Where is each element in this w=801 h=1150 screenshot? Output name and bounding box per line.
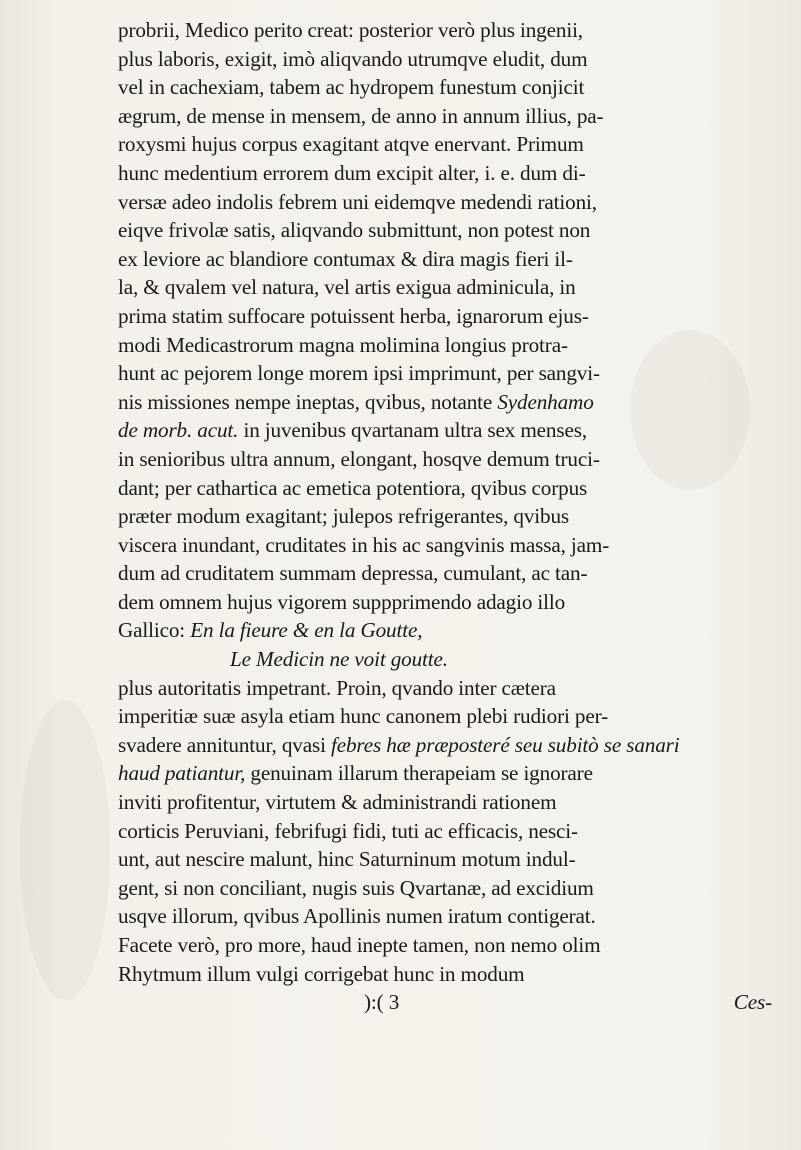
italic-phrase: haud patiantur, [118, 761, 246, 786]
text-line [118, 616, 786, 645]
text-line [118, 731, 786, 760]
text-line: præter modum exagitant; julepos refrigerantes, qvibus [118, 504, 569, 529]
text-line [118, 759, 786, 788]
text-line [118, 388, 786, 417]
text-line: dem omnem hujus vigorem suppprimendo adagio illo [118, 589, 566, 614]
text-line: roxysmi hujus corpus exagitant atqve enervant. Primum [118, 132, 584, 157]
text-line: eiqve frivolæ satis, aliqvando submittunt, non potest non [118, 218, 591, 243]
text-line: prima statim suffocare potuissent herba, ignarorum ejus- [118, 303, 589, 328]
page-text [118, 16, 786, 1017]
text-line: plus laboris, exigit, imò aliqvando utrumqve eludit, dum [118, 46, 588, 71]
text-line [118, 645, 786, 674]
text-line: versæ adeo indolis febrem uni eidemqve medendi rationi, [118, 189, 597, 214]
italic-citation: Sydenhamo [497, 389, 594, 414]
italic-phrase: febres hæ præposteré seu subitò se sanari [330, 732, 680, 757]
text-line: imperitiæ suæ asyla etiam hunc canonem plebi rudiori per- [118, 704, 608, 729]
proverb-line: En la fieure & en la Goutte, [190, 618, 423, 643]
text-span: nis missiones nempe ineptas, qvibus, notante [118, 389, 493, 414]
proverb-line: Le Medicin ne voit goutte. [230, 647, 448, 672]
text-line: hunc medentium errorem dum excipit alter, i. e. dum di- [118, 160, 586, 185]
text-span: svadere annituntur, qvasi [118, 732, 326, 757]
text-line: inviti profitentur, virtutem & administrandi rationem [118, 790, 557, 815]
text-line: la, & qvalem vel natura, vel artis exigua adminicula, in [118, 275, 576, 300]
text-line: viscera inundant, cruditates in his ac sangvinis massa, jam- [118, 532, 610, 557]
text-line: gent, si non conciliant, nugis suis Qvartanæ, ad excidium [118, 875, 594, 900]
text-line: Rhytmum illum vulgi corrigebat hunc in modum [118, 961, 525, 986]
text-line: dant; per cathartica ac emetica potentiora, qvibus corpus [118, 475, 588, 500]
page-footer [118, 988, 786, 1017]
text-line [118, 416, 786, 445]
text-line: in senioribus ultra annum, elongant, hosqve demum truci- [118, 446, 600, 471]
signature-mark: ):( 3 [364, 990, 400, 1015]
text-line: ex leviore ac blandiore contumax & dira magis fieri il- [118, 246, 573, 271]
text-span: in juvenibus qvartanam ultra sex menses, [238, 418, 587, 443]
text-line: probrii, Medico perito creat: posterior verò plus ingenii, [118, 18, 583, 42]
text-span: genuinam illarum therapeiam se ignorare [245, 761, 593, 786]
text-line: plus autoritatis impetrant. Proin, qvando inter cætera [118, 675, 556, 700]
text-line: hunt ac pejorem longe morem ipsi imprimunt, per sangvi- [118, 361, 600, 386]
paper-stain [20, 700, 110, 1000]
text-line: corticis Peruviani, febrifugi fidi, tuti ac efficacis, nesci- [118, 818, 578, 843]
italic-citation: de morb. acut. [118, 418, 239, 443]
text-line: ægrum, de mense in mensem, de anno in annum illius, pa- [118, 103, 604, 128]
text-line: dum ad cruditatem summam depressa, cumulant, ac tan- [118, 561, 588, 586]
text-line: unt, aut nescire malunt, hinc Saturninum motum indul- [118, 847, 576, 872]
text-line: modi Medicastrorum magna molimina longius protra- [118, 332, 568, 357]
text-line: Facete verò, pro more, haud inepte tamen, non nemo olim [118, 933, 601, 957]
catchword: Ces- [733, 990, 772, 1015]
text-line: vel in cachexiam, tabem ac hydropem funestum conjicit [118, 75, 585, 100]
text-line: usqve illorum, qvibus Apollinis numen iratum contigerat. [118, 904, 596, 929]
text-span: Gallico: [118, 618, 186, 643]
